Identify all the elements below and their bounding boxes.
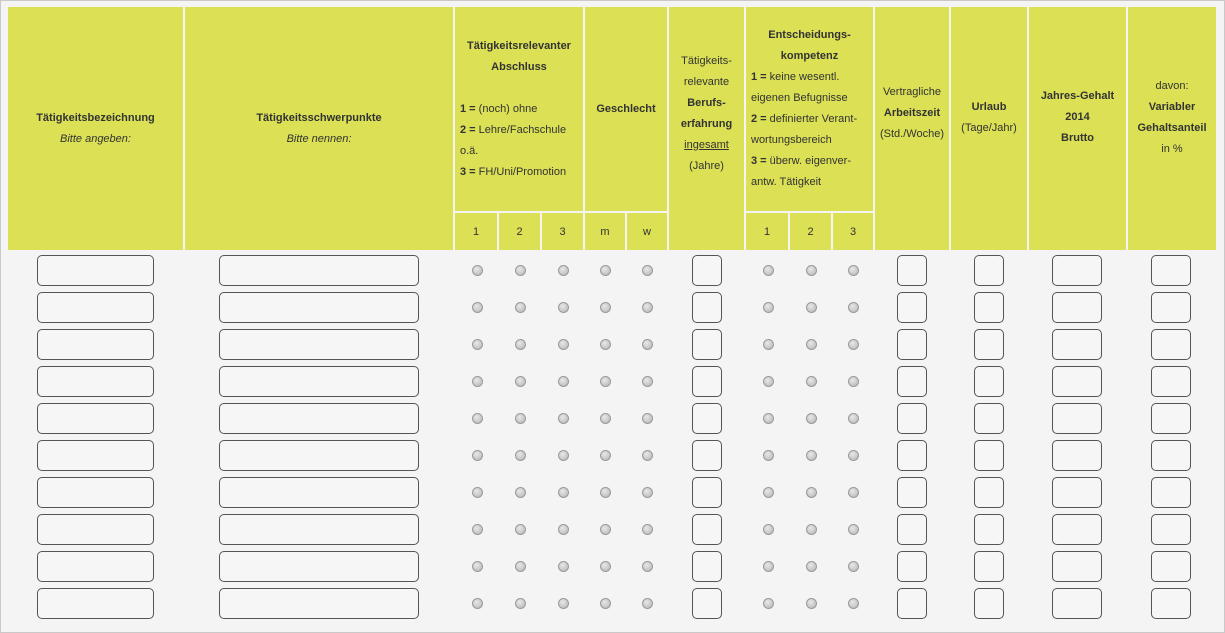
input-berufserfahrung[interactable]: [692, 255, 722, 286]
input-urlaub[interactable]: [974, 366, 1004, 397]
legend-option-2: 2 = Lehre/Fachschule: [460, 123, 567, 136]
header-line: ingesamt: [684, 138, 729, 151]
radio-geschlecht-m[interactable]: [600, 339, 611, 350]
input-taetigkeitsbezeichnung[interactable]: [37, 551, 154, 582]
input-urlaub[interactable]: [974, 588, 1004, 619]
legend-option-3: 3 = überw. eigenver-: [751, 155, 851, 167]
subheader-abschluss-2: 2: [499, 213, 540, 250]
radio-geschlecht-w[interactable]: [642, 524, 653, 535]
input-arbeitszeit[interactable]: [897, 329, 927, 360]
input-berufserfahrung[interactable]: [692, 329, 722, 360]
input-taetigkeitsbezeichnung[interactable]: [37, 255, 154, 286]
radio-kompetenz-1[interactable]: [763, 302, 774, 313]
input-arbeitszeit[interactable]: [897, 292, 927, 323]
input-taetigkeitsschwerpunkte[interactable]: [219, 588, 419, 619]
input-jahresgehalt[interactable]: [1052, 514, 1102, 545]
legend-option-3: 3 = FH/Uni/Promotion: [460, 165, 567, 178]
input-variabler-anteil[interactable]: [1151, 440, 1191, 471]
input-variabler-anteil[interactable]: [1151, 588, 1191, 619]
subheader-geschlecht-w: w: [627, 213, 667, 250]
radio-kompetenz-1[interactable]: [763, 413, 774, 424]
input-berufserfahrung[interactable]: [692, 588, 722, 619]
input-variabler-anteil[interactable]: [1151, 292, 1191, 323]
subheader-abschluss-1: 1: [455, 213, 497, 250]
header-taetigkeitsbezeichnung: [8, 7, 183, 250]
radio-geschlecht-w[interactable]: [642, 376, 653, 387]
radio-abschluss-1[interactable]: [472, 561, 483, 572]
radio-kompetenz-3[interactable]: [848, 265, 859, 276]
input-taetigkeitsschwerpunkte[interactable]: [219, 514, 419, 545]
radio-geschlecht-w[interactable]: [642, 413, 653, 424]
input-jahresgehalt[interactable]: [1052, 477, 1102, 508]
header-title: Tätigkeitsbezeichnung: [36, 111, 155, 124]
header-berufserfahrung: [669, 7, 744, 250]
radio-geschlecht-m[interactable]: [600, 450, 611, 461]
radio-abschluss-2[interactable]: [515, 450, 526, 461]
input-taetigkeitsbezeichnung[interactable]: [37, 292, 154, 323]
input-taetigkeitsschwerpunkte[interactable]: [219, 477, 419, 508]
input-arbeitszeit[interactable]: [897, 477, 927, 508]
input-taetigkeitsschwerpunkte[interactable]: [219, 329, 419, 360]
radio-abschluss-2[interactable]: [515, 265, 526, 276]
header-geschlecht: [585, 7, 667, 211]
radio-kompetenz-3[interactable]: [848, 413, 859, 424]
radio-geschlecht-m[interactable]: [600, 302, 611, 313]
radio-geschlecht-m[interactable]: [600, 561, 611, 572]
input-berufserfahrung[interactable]: [692, 551, 722, 582]
header-title: Tätigkeitsschwerpunkte: [256, 111, 382, 124]
radio-kompetenz-3[interactable]: [848, 339, 859, 350]
header-line: Berufs-: [687, 96, 726, 109]
header-arbeitszeit: [875, 7, 949, 250]
input-arbeitszeit[interactable]: [897, 440, 927, 471]
radio-kompetenz-1[interactable]: [763, 339, 774, 350]
radio-geschlecht-m[interactable]: [600, 598, 611, 609]
input-variabler-anteil[interactable]: [1151, 403, 1191, 434]
input-jahresgehalt[interactable]: [1052, 440, 1102, 471]
radio-kompetenz-3[interactable]: [848, 598, 859, 609]
legend-option-1: 1 = (noch) ohne: [460, 102, 538, 115]
input-jahresgehalt[interactable]: [1052, 292, 1102, 323]
radio-kompetenz-2[interactable]: [806, 339, 817, 350]
input-taetigkeitsbezeichnung[interactable]: [37, 440, 154, 471]
header-line: 2014: [1065, 111, 1090, 123]
radio-kompetenz-1[interactable]: [763, 524, 774, 535]
radio-geschlecht-w[interactable]: [642, 339, 653, 350]
header-line: (Jahre): [689, 159, 724, 172]
input-taetigkeitsschwerpunkte[interactable]: [219, 366, 419, 397]
input-arbeitszeit[interactable]: [897, 588, 927, 619]
input-arbeitszeit[interactable]: [897, 514, 927, 545]
radio-abschluss-3[interactable]: [558, 302, 569, 313]
input-jahresgehalt[interactable]: [1052, 403, 1102, 434]
input-variabler-anteil[interactable]: [1151, 514, 1191, 545]
radio-abschluss-1[interactable]: [472, 413, 483, 424]
input-berufserfahrung[interactable]: [692, 514, 722, 545]
radio-abschluss-3[interactable]: [558, 376, 569, 387]
legend-option-3-cont: antw. Tätigkeit: [751, 176, 822, 188]
radio-kompetenz-1[interactable]: [763, 487, 774, 498]
header-title-line2: kompetenz: [780, 50, 839, 62]
input-taetigkeitsbezeichnung[interactable]: [37, 477, 154, 508]
header-jahresgehalt: [1029, 7, 1126, 250]
header-line: Brutto: [1061, 132, 1094, 144]
input-taetigkeitsschwerpunkte[interactable]: [219, 551, 419, 582]
header-line: davon:: [1155, 79, 1189, 92]
radio-abschluss-2[interactable]: [515, 413, 526, 424]
radio-kompetenz-3[interactable]: [848, 487, 859, 498]
radio-abschluss-2[interactable]: [515, 598, 526, 609]
radio-abschluss-3[interactable]: [558, 265, 569, 276]
radio-kompetenz-3[interactable]: [848, 561, 859, 572]
input-variabler-anteil[interactable]: [1151, 329, 1191, 360]
radio-kompetenz-3[interactable]: [848, 302, 859, 313]
header-title-line1: Tätigkeitsrelevanter: [467, 39, 571, 52]
header-line: Vertragliche: [882, 86, 942, 98]
input-urlaub[interactable]: [974, 329, 1004, 360]
radio-abschluss-3[interactable]: [558, 598, 569, 609]
input-taetigkeitsbezeichnung[interactable]: [37, 366, 154, 397]
radio-kompetenz-2[interactable]: [806, 524, 817, 535]
radio-abschluss-1[interactable]: [472, 450, 483, 461]
header-line: Arbeitszeit: [883, 107, 941, 119]
radio-abschluss-2[interactable]: [515, 339, 526, 350]
input-berufserfahrung[interactable]: [692, 292, 722, 323]
radio-kompetenz-1[interactable]: [763, 598, 774, 609]
header-taetigkeitsschwerpunkte: [185, 7, 453, 250]
radio-abschluss-3[interactable]: [558, 339, 569, 350]
radio-abschluss-1[interactable]: [472, 524, 483, 535]
radio-abschluss-2[interactable]: [515, 561, 526, 572]
input-taetigkeitsschwerpunkte[interactable]: [219, 403, 419, 434]
radio-abschluss-1[interactable]: [472, 376, 483, 387]
radio-kompetenz-3[interactable]: [848, 450, 859, 461]
input-berufserfahrung[interactable]: [692, 440, 722, 471]
subheader-geschlecht-m: m: [585, 213, 625, 250]
legend-option-1-cont: eigenen Befugnisse: [751, 92, 848, 104]
input-taetigkeitsschwerpunkte[interactable]: [219, 440, 419, 471]
input-variabler-anteil[interactable]: [1151, 366, 1191, 397]
radio-kompetenz-1[interactable]: [763, 450, 774, 461]
header-line: Urlaub: [971, 100, 1007, 113]
header-title-line1: Entscheidungs-: [768, 29, 851, 41]
header-line: Jahres-Gehalt: [1040, 90, 1115, 102]
input-urlaub[interactable]: [974, 514, 1004, 545]
header-line: (Std./Woche): [880, 128, 944, 140]
header-line: Gehaltsanteil: [1137, 121, 1207, 134]
radio-abschluss-1[interactable]: [472, 265, 483, 276]
header-urlaub: [951, 7, 1027, 250]
header-title-line2: Abschluss: [491, 60, 547, 73]
radio-geschlecht-w[interactable]: [642, 598, 653, 609]
radio-kompetenz-3[interactable]: [848, 524, 859, 535]
radio-geschlecht-w[interactable]: [642, 561, 653, 572]
input-urlaub[interactable]: [974, 292, 1004, 323]
header-entscheidungskompetenz: [746, 7, 873, 211]
radio-geschlecht-m[interactable]: [600, 524, 611, 535]
radio-abschluss-2[interactable]: [515, 302, 526, 313]
input-berufserfahrung[interactable]: [692, 366, 722, 397]
input-urlaub[interactable]: [974, 403, 1004, 434]
input-berufserfahrung[interactable]: [692, 403, 722, 434]
header-variabler-gehaltsanteil: [1128, 7, 1216, 250]
radio-abschluss-3[interactable]: [558, 524, 569, 535]
radio-kompetenz-1[interactable]: [763, 265, 774, 276]
header-line: Tätigkeits-: [681, 54, 732, 67]
legend-option-2-cont: o.ä.: [460, 144, 479, 157]
input-taetigkeitsbezeichnung[interactable]: [37, 329, 154, 360]
header-hint: Bitte angeben:: [60, 132, 131, 145]
radio-kompetenz-2[interactable]: [806, 450, 817, 461]
input-jahresgehalt[interactable]: [1052, 366, 1102, 397]
input-jahresgehalt[interactable]: [1052, 329, 1102, 360]
subheader-kompetenz-3: 3: [833, 213, 873, 250]
radio-geschlecht-w[interactable]: [642, 450, 653, 461]
radio-geschlecht-w[interactable]: [642, 302, 653, 313]
input-taetigkeitsbezeichnung[interactable]: [37, 588, 154, 619]
input-urlaub[interactable]: [974, 477, 1004, 508]
input-arbeitszeit[interactable]: [897, 551, 927, 582]
radio-kompetenz-2[interactable]: [806, 413, 817, 424]
input-variabler-anteil[interactable]: [1151, 255, 1191, 286]
subheader-abschluss-3: 3: [542, 213, 583, 250]
input-taetigkeitsschwerpunkte[interactable]: [219, 255, 419, 286]
input-variabler-anteil[interactable]: [1151, 551, 1191, 582]
radio-kompetenz-2[interactable]: [806, 376, 817, 387]
input-taetigkeitsschwerpunkte[interactable]: [219, 292, 419, 323]
input-arbeitszeit[interactable]: [897, 255, 927, 286]
radio-geschlecht-m[interactable]: [600, 487, 611, 498]
input-berufserfahrung[interactable]: [692, 477, 722, 508]
radio-abschluss-1[interactable]: [472, 339, 483, 350]
subheader-kompetenz-2: 2: [790, 213, 831, 250]
radio-kompetenz-2[interactable]: [806, 561, 817, 572]
input-arbeitszeit[interactable]: [897, 403, 927, 434]
radio-abschluss-2[interactable]: [515, 487, 526, 498]
radio-kompetenz-2[interactable]: [806, 265, 817, 276]
input-urlaub[interactable]: [974, 255, 1004, 286]
input-variabler-anteil[interactable]: [1151, 477, 1191, 508]
input-urlaub[interactable]: [974, 551, 1004, 582]
input-arbeitszeit[interactable]: [897, 366, 927, 397]
header-title: Geschlecht: [596, 102, 656, 115]
header-line: Variabler: [1148, 100, 1196, 113]
radio-abschluss-2[interactable]: [515, 376, 526, 387]
radio-geschlecht-m[interactable]: [600, 413, 611, 424]
radio-abschluss-1[interactable]: [472, 598, 483, 609]
input-jahresgehalt[interactable]: [1052, 551, 1102, 582]
header-abschluss: [455, 7, 583, 211]
input-urlaub[interactable]: [974, 440, 1004, 471]
header-line: erfahrung: [680, 117, 733, 130]
radio-kompetenz-2[interactable]: [806, 302, 817, 313]
radio-abschluss-3[interactable]: [558, 413, 569, 424]
radio-kompetenz-1[interactable]: [763, 376, 774, 387]
radio-abschluss-3[interactable]: [558, 561, 569, 572]
radio-geschlecht-m[interactable]: [600, 265, 611, 276]
radio-abschluss-3[interactable]: [558, 487, 569, 498]
radio-kompetenz-3[interactable]: [848, 376, 859, 387]
radio-abschluss-3[interactable]: [558, 450, 569, 461]
radio-abschluss-2[interactable]: [515, 524, 526, 535]
radio-abschluss-1[interactable]: [472, 302, 483, 313]
header-line: (Tage/Jahr): [961, 121, 1017, 134]
input-taetigkeitsbezeichnung[interactable]: [37, 403, 154, 434]
radio-kompetenz-2[interactable]: [806, 487, 817, 498]
header-hint: Bitte nennen:: [286, 132, 352, 145]
radio-geschlecht-w[interactable]: [642, 487, 653, 498]
radio-kompetenz-2[interactable]: [806, 598, 817, 609]
legend-option-2: 2 = definierter Verant-: [751, 113, 858, 125]
legend-option-1: 1 = keine wesentl.: [751, 71, 840, 83]
header-line: relevante: [683, 75, 730, 88]
input-jahresgehalt[interactable]: [1052, 588, 1102, 619]
input-taetigkeitsbezeichnung[interactable]: [37, 514, 154, 545]
input-jahresgehalt[interactable]: [1052, 255, 1102, 286]
radio-kompetenz-1[interactable]: [763, 561, 774, 572]
radio-geschlecht-w[interactable]: [642, 265, 653, 276]
radio-abschluss-1[interactable]: [472, 487, 483, 498]
header-line: in %: [1161, 142, 1183, 155]
subheader-kompetenz-1: 1: [746, 213, 788, 250]
legend-option-2-cont: wortungsbereich: [751, 134, 832, 146]
radio-geschlecht-m[interactable]: [600, 376, 611, 387]
